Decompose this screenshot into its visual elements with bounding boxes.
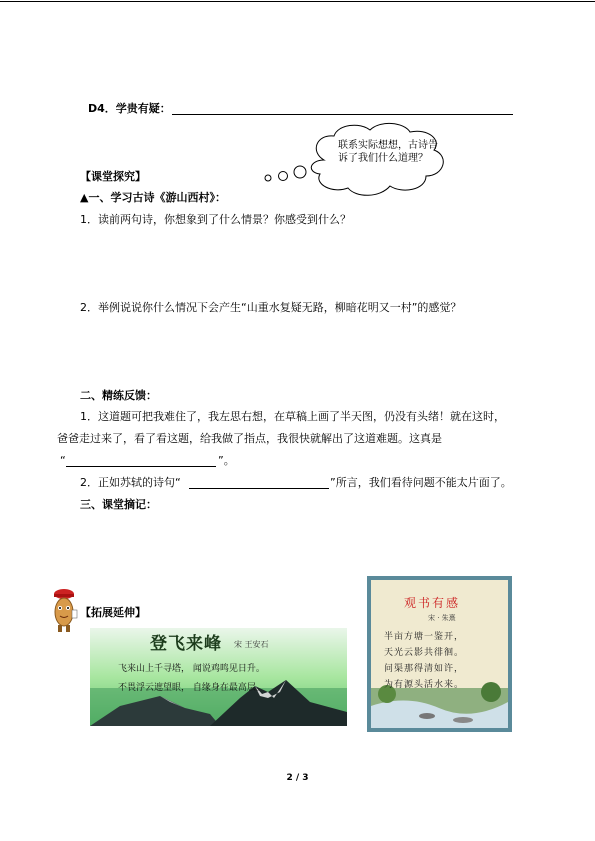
- poem-image-guanshuyougan: [367, 576, 512, 732]
- page-top-border: [0, 1, 595, 2]
- poem2-line2: 天光云影共徘徊。: [384, 648, 465, 658]
- practice-p1-answer-line: [66, 466, 216, 467]
- thought-dot-small: [265, 175, 271, 181]
- poem1-line2: 不畏浮云遮望眼， 自缘身在最高层。: [118, 683, 265, 693]
- notes-heading: 三、课堂摘记：: [80, 498, 157, 511]
- thought-dot-large: [294, 166, 306, 178]
- poem1-line1: 飞来山上千寻塔， 闻说鸡鸣见日升。: [118, 664, 265, 674]
- question-2: 2．举例说说你什么情况下会产生“山重水复疑无路，柳暗花明又一村”的感觉？: [80, 301, 462, 314]
- poem1-author: 宋 王安石: [234, 640, 269, 649]
- poem1-title: 登飞来峰: [150, 634, 222, 654]
- poem2-line4: 为有源头活水来。: [384, 680, 465, 690]
- open-quote: “: [60, 454, 66, 467]
- poem2-author: 宋 · 朱熹: [428, 614, 456, 622]
- thought-bubble-text: 联系实际想想，古诗告诉了我们什么道理？: [338, 140, 438, 164]
- poem-image-dengfeilaifeng: [90, 628, 347, 726]
- practice-p2-answer-line: [189, 488, 329, 489]
- page-number: 2 / 3: [286, 773, 309, 783]
- poem2-line1: 半亩方塘一鉴开，: [384, 632, 465, 642]
- question-1: 1．读前两句诗，你想象到了什么情景？你感受到什么？: [80, 213, 351, 226]
- d4-answer-line: [172, 114, 513, 115]
- part1-heading: ▲一、学习古诗《游山西村》：: [80, 191, 226, 204]
- poem2-line3: 问渠那得清如许，: [384, 664, 465, 674]
- practice-p2-start: 2．正如苏轼的诗句“: [80, 476, 181, 489]
- poem2-title: 观书有感: [404, 596, 461, 610]
- practice-p1-line2: 爸爸走过来了，看了看这题，给我做了指点，我很快就解出了这道难题。这真是: [57, 432, 442, 445]
- practice-heading: 二、精练反馈：: [80, 389, 157, 402]
- practice-p1-line1: 1．这道题可把我难住了，我左思右想，在草稿上画了半天图，仍没有头绪！就在这时，: [80, 410, 505, 423]
- practice-p2-end: ”所言，我们看待问题不能太片面了。: [330, 476, 512, 489]
- d4-label: D4．学贵有疑：: [88, 102, 171, 115]
- close-quote: ”。: [218, 454, 235, 467]
- classroom-explore-heading: 【课堂探究】: [80, 170, 146, 183]
- extension-heading: 【拓展延伸】: [80, 606, 146, 619]
- thought-dot-medium: [279, 172, 288, 181]
- cartoon-mascot-icon: [50, 588, 78, 634]
